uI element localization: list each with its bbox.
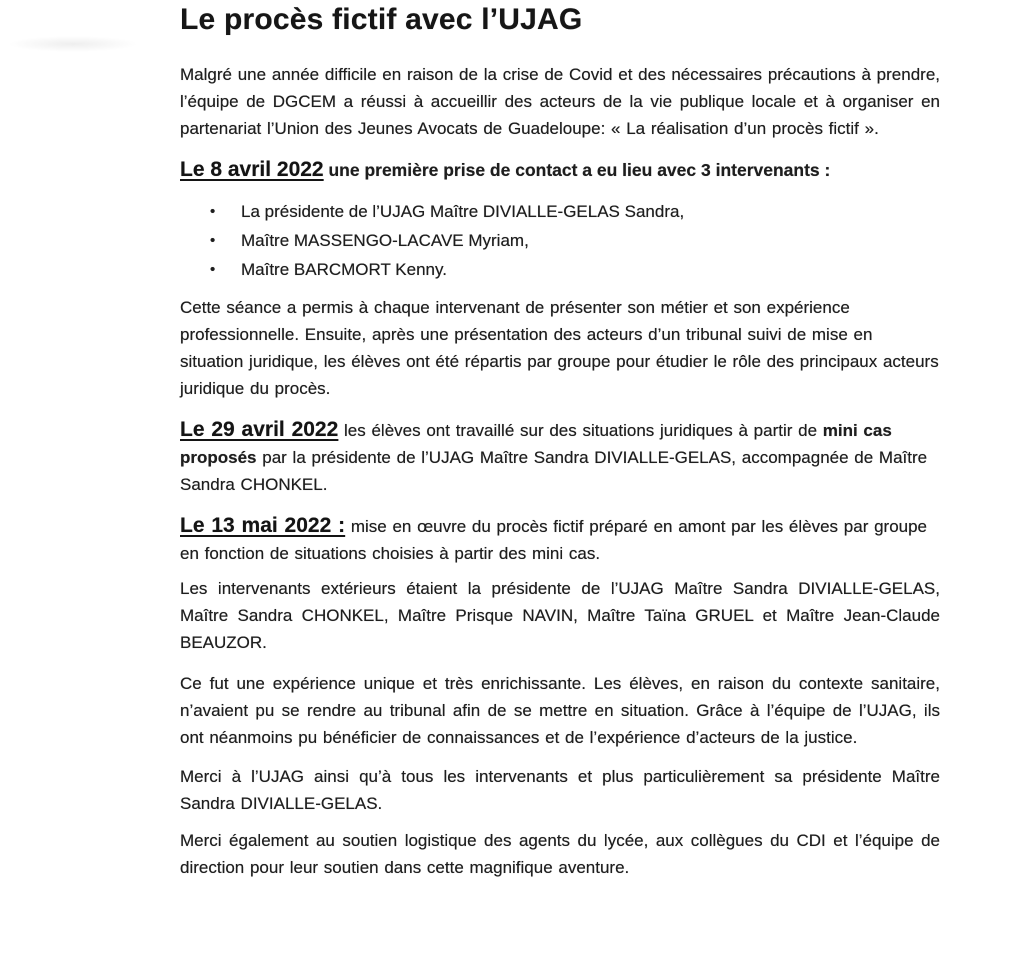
paragraph-may-13	[180, 512, 940, 567]
april-29-bold-run: mini cas proposés	[180, 421, 892, 467]
bullet-icon: •	[210, 232, 216, 249]
list-item	[210, 226, 940, 255]
paragraph-seance-summary: Cette séance a permis à chaque intervenant de présenter son métier et son expérience professionnelle. Ensuite, après une présentation des acteurs d’un tribunal suivi de mise en situation juridique, les élèves ont été répartis par groupe pour étudier le rôle des principaux acteurs juridique du procès.	[180, 298, 939, 398]
list-item-text: Maître MASSENGO-LACAVE Myriam,	[241, 231, 529, 250]
list-item	[210, 255, 940, 284]
may-13-text: mise en œuvre du procès fictif préparé en amont par les élèves par groupe en fonction de situations choisies à partir des mini cas.	[180, 517, 928, 563]
april-29-text-2: par la présidente de l’UJAG Maître Sandra DIVIALLE-GELAS, accompagnée de Maître Sandra CHONKEL.	[180, 448, 928, 494]
paragraph-merci-ujag: Merci à l’UJAG ainsi qu’à tous les intervenants et plus particulièrement sa présidente Maître Sandra DIVIALLE-GELAS.	[180, 767, 940, 813]
date-may-13: Le 13 mai 2022 :	[180, 514, 346, 537]
paragraph-april-29	[180, 416, 940, 498]
heading-april-8-text: une première prise de contact a eu lieu avec 3 intervenants :	[323, 160, 831, 180]
april-29-text-1: les élèves ont travaillé sur des situations juridiques à partir de	[338, 421, 823, 440]
date-april-8: Le 8 avril 2022	[180, 158, 324, 181]
date-april-29: Le 29 avril 2022	[180, 418, 339, 441]
list-item-text: La présidente de l’UJAG Maître DIVIALLE-GELAS Sandra,	[241, 202, 685, 221]
paragraph-intervenants-exterieurs: Les intervenants extérieurs étaient la présidente de l’UJAG Maître Sandra DIVIALLE-GELAS, Maître Sandra CHONKEL, Maître Prisque NAVIN, Maître Taïna GRUEL et Maître Jean-Claude BEAUZOR.	[180, 579, 940, 652]
page-title: Le procès fictif avec l’UJAG	[180, 3, 583, 36]
paragraph-merci-logistique: Merci également au soutien logistique des agents du lycée, aux collègues du CDI et l’équipe de direction pour leur soutien dans cette magnifique aventure.	[180, 831, 940, 877]
list-item	[210, 197, 940, 226]
bullet-icon: •	[210, 203, 216, 220]
bullet-icon: •	[210, 261, 216, 278]
heading-april-8	[180, 156, 940, 184]
intervenants-bullet-list	[180, 197, 940, 284]
paragraph-experience: Ce fut une expérience unique et très enrichissante. Les élèves, en raison du contexte sanitaire, n’avaient pu se rendre au tribunal afin de se mettre en situation. Grâce à l’équipe de l’UJAG, ils ont néanmoins pu bénéficier de connaissances et de l’expérience d’acteurs de la justice.	[180, 674, 940, 747]
paragraph-intro: Malgré une année difficile en raison de la crise de Covid et des nécessaires précautions à prendre, l’équipe de DGCEM a réussi à accueillir des acteurs de la vie publique locale et à organiser en partenariat l’Union des Jeunes Avocats de Guadeloupe: « La réalisation d’un procès fictif ».	[180, 65, 940, 138]
scan-smudge-artifact	[8, 36, 138, 52]
list-item-text: Maître BARCMORT Kenny.	[241, 260, 447, 279]
